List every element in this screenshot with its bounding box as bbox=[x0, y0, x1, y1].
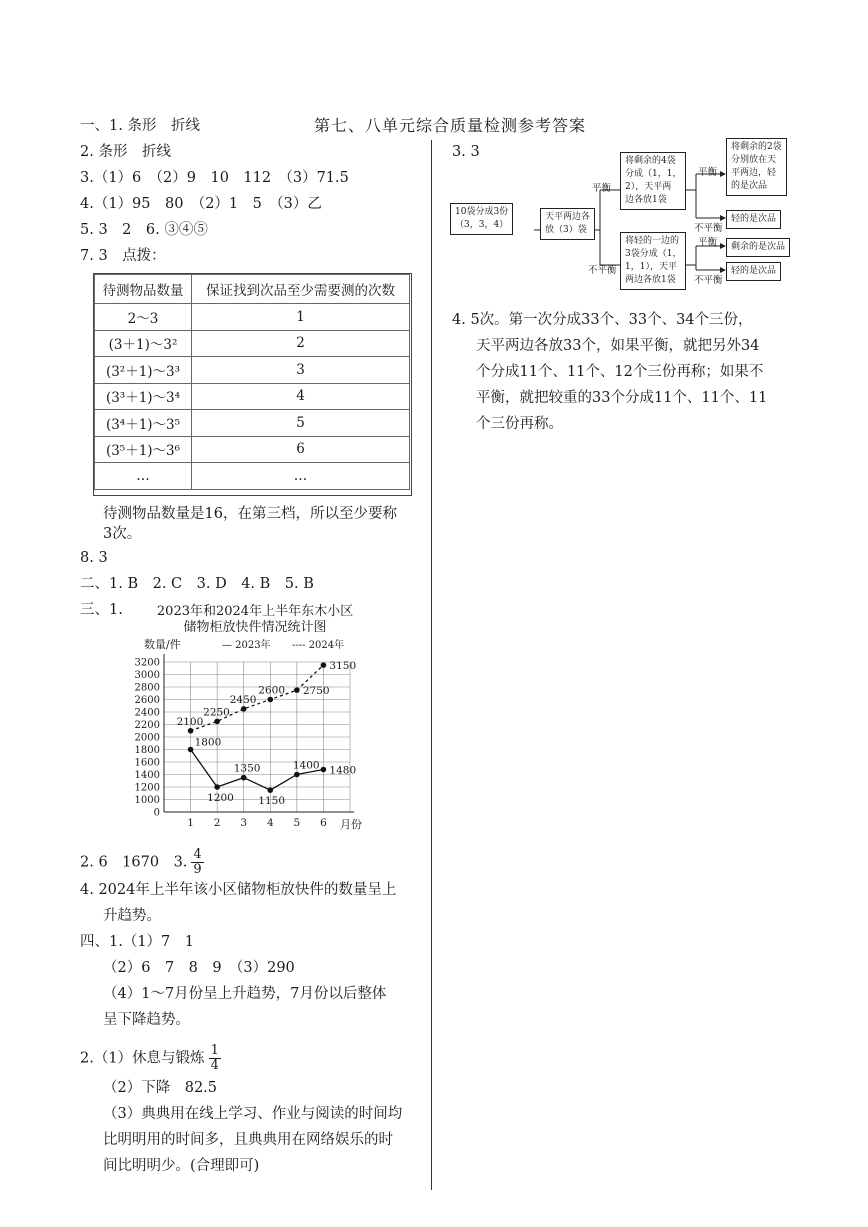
data-label: 2100 bbox=[176, 715, 204, 728]
fraction-denominator: 9 bbox=[193, 862, 202, 877]
fraction-denominator: 4 bbox=[210, 1058, 219, 1073]
table-cell: 6 bbox=[192, 436, 410, 463]
label-balance-3: 平衡 bbox=[698, 237, 718, 248]
flow-box-unbalanced-line1: 将轻的一边的 bbox=[625, 236, 680, 246]
table-row bbox=[95, 304, 410, 331]
data-label: 1800 bbox=[194, 736, 222, 749]
y-tick-label: 1800 bbox=[134, 745, 160, 756]
x-tick-label: 4 bbox=[266, 817, 274, 829]
label-unbalance-1: 不平衡 bbox=[588, 265, 617, 276]
flow-box-start-line1: 10袋分成3份 bbox=[455, 207, 509, 217]
flow-box-unbalanced-line4: 两边各放1袋 bbox=[625, 275, 676, 285]
y-tick-label: 2600 bbox=[134, 695, 160, 706]
label-balance-1: 平衡 bbox=[592, 183, 612, 194]
data-point bbox=[294, 687, 300, 693]
label-unbalance-3: 不平衡 bbox=[694, 275, 723, 286]
answer-1-7: 7. 3 点拨： bbox=[80, 248, 166, 264]
weighing-table bbox=[94, 274, 410, 490]
y-tick-label: 2200 bbox=[134, 720, 160, 731]
y-tick-label: 3000 bbox=[134, 670, 160, 681]
table-row bbox=[95, 383, 410, 410]
flow-box-light-2: 轻的是次品 bbox=[726, 262, 781, 281]
flow-box-final-two-line1: 将剩余的2袋 bbox=[731, 142, 782, 152]
table-cell: 2～3 bbox=[95, 304, 192, 331]
data-point bbox=[321, 767, 327, 773]
data-point bbox=[267, 787, 273, 793]
flow-box-weigh-line1: 天平两边各 bbox=[545, 212, 591, 222]
y-tick-label: 1200 bbox=[134, 782, 160, 794]
flow-box-unbalanced-line3: 1，1），天平 bbox=[625, 262, 677, 272]
table-cell: 2 bbox=[192, 330, 410, 357]
flow-box-unbalanced-line2: 3袋分成（1， bbox=[625, 249, 682, 259]
answer-r-3: 3. 3 bbox=[452, 144, 480, 160]
answer-1-1: 一、1. 条形 折线 bbox=[80, 118, 200, 134]
data-label: 2600 bbox=[258, 684, 286, 697]
data-label: 2450 bbox=[229, 693, 257, 706]
y-tick-label: 1000 bbox=[134, 795, 160, 806]
table-cell: (3³＋1)～3⁴ bbox=[95, 383, 192, 410]
data-label: 1200 bbox=[207, 792, 234, 804]
chart-subtitle: 储物柜放快件情况统计图 bbox=[183, 620, 327, 635]
table-cell: … bbox=[95, 463, 192, 490]
flow-box-start-line2: （3，3，4） bbox=[455, 220, 509, 230]
table-note-line1: 待测物品数量是16，在第三档，所以至少要称 bbox=[103, 506, 397, 522]
data-point bbox=[241, 706, 247, 712]
table-row bbox=[95, 357, 410, 384]
table-header-row bbox=[95, 275, 410, 304]
flow-box-weigh bbox=[540, 208, 595, 240]
table-note-line2: 3次。 bbox=[103, 526, 142, 542]
flow-box-balanced-line1: 将剩余的4袋 bbox=[625, 156, 676, 166]
answer-1-2: 2. 条形 折线 bbox=[80, 144, 171, 160]
table-cell: (3＋1)～3² bbox=[95, 330, 192, 357]
flow-box-final-two bbox=[726, 138, 787, 196]
data-label: 2750 bbox=[302, 685, 330, 698]
answer-3-4-line1: 4. 2024年上半年该小区储物柜放快件的数量呈上 bbox=[80, 882, 397, 898]
y-tick-label: 2400 bbox=[134, 707, 160, 719]
answer-3-2-text: 2. 6 1670 3. bbox=[80, 854, 188, 871]
flow-box-final-two-line4: 的是次品 bbox=[731, 181, 768, 191]
table-row bbox=[95, 330, 410, 357]
flow-box-remaining: 剩余的是次品 bbox=[726, 238, 790, 257]
answer-3-4-line2: 升趋势。 bbox=[103, 908, 161, 924]
flow-box-unbalanced bbox=[620, 232, 686, 290]
answer-2: 二、1. B 2. C 3. D 4. B 5. B bbox=[80, 576, 314, 592]
answer-1-8: 8. 3 bbox=[80, 550, 108, 566]
data-point bbox=[241, 775, 247, 781]
x-tick-label: 1 bbox=[187, 817, 194, 829]
chart-title: 2023年和2024年上半年东木小区 bbox=[156, 604, 354, 619]
answer-r-4-line4: 平衡，就把较重的33个分成11个、11个、11 bbox=[476, 390, 768, 406]
x-tick-label: 6 bbox=[320, 817, 327, 829]
fraction-numerator: 4 bbox=[193, 847, 202, 862]
answer-4-2-3-line3: 间比明明少。(合理即可) bbox=[103, 1158, 260, 1174]
flow-box-balanced-line2: 分成（1，1， bbox=[625, 169, 682, 179]
table-cell: 5 bbox=[192, 410, 410, 437]
line-chart bbox=[120, 632, 380, 832]
answer-4-1-2: （2）6 7 8 9 （3）290 bbox=[103, 960, 295, 976]
flow-box-weigh-line2: 放（3）袋 bbox=[545, 225, 587, 235]
y-tick-label: 2800 bbox=[134, 682, 160, 694]
table-cell: (3²＋1)～3³ bbox=[95, 357, 192, 384]
series-line-2024年 bbox=[191, 665, 324, 731]
y-axis-label: 数量/件 bbox=[144, 638, 181, 651]
data-label: 1480 bbox=[329, 764, 357, 777]
answer-1-5: 5. 3 2 6. ③④⑤ bbox=[80, 222, 208, 238]
answer-4-2-2: （2）下降 82.5 bbox=[103, 1080, 218, 1096]
data-label: 1150 bbox=[258, 795, 286, 808]
answer-4-1-4: 呈下降趋势。 bbox=[103, 1012, 190, 1028]
answer-r-4-line5: 个三份再称。 bbox=[476, 416, 563, 432]
fraction-1-4 bbox=[209, 1044, 221, 1073]
x-tick-label: 5 bbox=[293, 817, 301, 829]
label-balance-2: 平衡 bbox=[698, 167, 718, 178]
table-row bbox=[95, 410, 410, 437]
label-unbalance-2: 不平衡 bbox=[694, 223, 723, 234]
x-tick-label: 3 bbox=[240, 817, 248, 829]
column-divider bbox=[431, 140, 432, 1190]
x-tick-label: 2 bbox=[213, 817, 221, 829]
flow-box-final-two-line3: 平两边，轻 bbox=[731, 168, 777, 178]
data-point bbox=[214, 784, 220, 790]
fraction-numerator: 1 bbox=[210, 1043, 219, 1058]
table-cell: 1 bbox=[192, 304, 410, 331]
table-row bbox=[95, 463, 410, 490]
flow-box-light-1: 轻的是次品 bbox=[726, 210, 781, 229]
answer-4-1-3: （4）1～7月份呈上升趋势，7月份以后整体 bbox=[103, 986, 387, 1002]
data-point bbox=[294, 772, 300, 778]
data-point bbox=[188, 747, 194, 753]
data-label: 3150 bbox=[329, 660, 357, 673]
data-point bbox=[321, 662, 327, 668]
flow-box-final-two-line2: 分别放在天 bbox=[731, 155, 777, 165]
flow-box-balanced-line4: 边各放1袋 bbox=[625, 195, 667, 205]
data-point bbox=[214, 719, 220, 725]
answer-r-4-line3: 个分成11个、11个、12个三份再称；如果不 bbox=[476, 364, 764, 380]
y-tick-label: 3200 bbox=[134, 657, 160, 669]
fraction-4-9 bbox=[191, 848, 203, 877]
legend-2024: ---- 2024年 bbox=[292, 640, 345, 651]
table-cell: (3⁴＋1)～3⁵ bbox=[95, 410, 192, 437]
y-tick-label: 0 bbox=[153, 807, 160, 819]
answer-4-2-1 bbox=[80, 1044, 221, 1073]
answer-4-2-text: 2.（1）休息与锻炼 bbox=[80, 1050, 205, 1067]
y-tick-label: 2000 bbox=[134, 732, 160, 744]
table-cell: 4 bbox=[192, 383, 410, 410]
table-header-cell: 保证找到次品至少需要测的次数 bbox=[192, 275, 410, 304]
data-label: 1400 bbox=[292, 759, 320, 772]
data-point bbox=[267, 697, 273, 703]
data-point bbox=[188, 728, 194, 734]
table-row bbox=[95, 436, 410, 463]
table-cell: (3⁵＋1)～3⁶ bbox=[95, 436, 192, 463]
flow-box-balanced-line3: 2），天平两 bbox=[625, 182, 672, 192]
answer-3-1-label: 三、1. bbox=[80, 602, 123, 618]
y-tick-label: 1400 bbox=[134, 770, 160, 781]
flow-box-start bbox=[450, 203, 513, 235]
table-header-cell: 待测物品数量 bbox=[95, 275, 192, 304]
answer-4-2-3-line2: 比明明用的时间多，且典典用在网络娱乐的时 bbox=[103, 1132, 393, 1148]
answer-r-4-line2: 天平两边各放33个，如果平衡，就把另外34 bbox=[476, 338, 760, 354]
answer-r-4-line1: 4. 5次。第一次分成33个、33个、34个三份， bbox=[452, 312, 753, 328]
answer-4-1-1: 四、1.（1）7 1 bbox=[80, 934, 195, 950]
table-cell: … bbox=[192, 463, 410, 490]
legend-2023: — 2023年 bbox=[222, 640, 271, 651]
answer-3-2-3 bbox=[80, 848, 204, 877]
page-title: 第七、八单元综合质量检测参考答案 bbox=[313, 116, 586, 135]
y-tick-label: 1600 bbox=[134, 757, 160, 769]
answer-1-3: 3.（1）6 （2）9 10 112 （3）71.5 bbox=[80, 170, 349, 186]
data-label: 2250 bbox=[203, 706, 230, 719]
table-cell: 3 bbox=[192, 357, 410, 384]
x-axis-label: 月份 bbox=[340, 818, 362, 831]
answer-1-4: 4.（1）95 80 （2）1 5 （3）乙 bbox=[80, 196, 322, 212]
flow-box-balanced bbox=[620, 152, 686, 210]
answer-4-2-3-line1: （3）典典用在线上学习、作业与阅读的时间均 bbox=[103, 1106, 403, 1122]
data-label: 1350 bbox=[233, 762, 261, 775]
